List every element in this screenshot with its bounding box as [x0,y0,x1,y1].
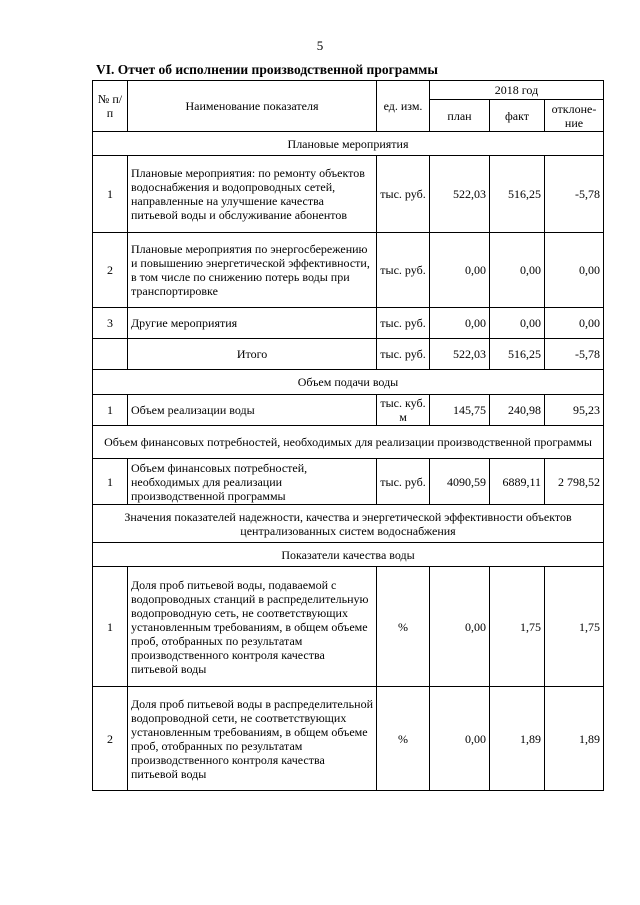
row-deviation: 0,00 [545,308,604,339]
row-name: Плановые мероприятия по энергосбережению и повышению энергетической эффективности, в том числе по снижению потерь воды при транспортировке [128,233,377,308]
row-plan: 0,00 [430,308,490,339]
row-fact: 516,25 [490,156,545,233]
row-unit: % [377,687,430,791]
row-name: Доля проб питьевой воды, подаваемой с водопроводных станций в распределительную водопроводную сеть, не соответствующих установленным требованиям, в общем объеме проб, отобранных по результатам производственного контроля качества питьевой воды [128,567,377,687]
table-row [93,233,604,308]
row-deviation: 1,89 [545,687,604,791]
row-plan: 4090,59 [430,459,490,505]
row-unit: тыс. руб. [377,233,430,308]
row-unit: тыс. руб. [377,156,430,233]
row-fact: 1,89 [490,687,545,791]
row-deviation: 1,75 [545,567,604,687]
total-row [93,339,604,370]
row-num: 1 [93,395,128,426]
row-fact: 240,98 [490,395,545,426]
section-planned: Плановые мероприятия [93,132,604,156]
section-row [93,132,604,156]
row-fact: 6889,11 [490,459,545,505]
section-row [93,426,604,459]
row-deviation: 2 798,52 [545,459,604,505]
row-num: 1 [93,459,128,505]
row-unit: тыс. куб. м [377,395,430,426]
header-deviation: отклоне-ние [545,100,604,132]
row-num: 3 [93,308,128,339]
row-deviation: 0,00 [545,233,604,308]
row-plan: 0,00 [430,687,490,791]
row-name: Другие мероприятия [128,308,377,339]
header-fact: факт [490,100,545,132]
row-plan: 145,75 [430,395,490,426]
section-row [93,543,604,567]
section-row [93,370,604,395]
table-row [93,459,604,505]
row-name: Плановые мероприятия: по ремонту объектов водоснабжения и водопроводных сетей, направленные на улучшение качества питьевой воды и обслуживание абонентов [128,156,377,233]
row-fact: 516,25 [490,339,545,370]
row-fact: 0,00 [490,233,545,308]
row-deviation: -5,78 [545,339,604,370]
header-unit: ед. изм. [377,81,430,132]
row-unit: тыс. руб. [377,339,430,370]
row-plan: 522,03 [430,156,490,233]
section-finance: Объем финансовых потребностей, необходимых для реализации производственной программы [93,426,604,459]
header-row [93,81,604,100]
row-unit: % [377,567,430,687]
row-unit: тыс. руб. [377,459,430,505]
row-num: 1 [93,567,128,687]
table-row [93,395,604,426]
table-row [93,567,604,687]
section-supply: Объем подачи воды [93,370,604,395]
table-row [93,156,604,233]
row-fact: 0,00 [490,308,545,339]
section-quality: Показатели качества воды [93,543,604,567]
row-num: 2 [93,687,128,791]
row-deviation: -5,78 [545,156,604,233]
header-year: 2018 год [430,81,604,100]
row-name: Доля проб питьевой воды в распределительной водопроводной сети, не соответствующих установленным требованиям, в общем объеме проб, отобранных по результатам производственного контроля качества питьевой воды [128,687,377,791]
table-row [93,308,604,339]
row-num: 1 [93,156,128,233]
row-unit: тыс. руб. [377,308,430,339]
table-row [93,687,604,791]
header-name: Наименование показателя [128,81,377,132]
section-reliability: Значения показателей надежности, качества и энергетической эффективности объектов централизованных систем водоснабжения [93,505,604,543]
row-fact: 1,75 [490,567,545,687]
row-deviation: 95,23 [545,395,604,426]
header-num: № п/п [93,81,128,132]
page-number: 5 [316,38,324,53]
total-num-cell [93,339,128,370]
row-plan: 0,00 [430,567,490,687]
report-table [92,80,604,791]
row-num: 2 [93,233,128,308]
section-row [93,505,604,543]
row-name: Объем финансовых потребностей, необходимых для реализации производственной программы [128,459,377,505]
row-plan: 0,00 [430,233,490,308]
header-plan: план [430,100,490,132]
row-plan: 522,03 [430,339,490,370]
row-name: Объем реализации воды [128,395,377,426]
section-title: VI. Отчет об исполнении производственной программы [96,62,438,77]
total-label: Итого [128,339,377,370]
